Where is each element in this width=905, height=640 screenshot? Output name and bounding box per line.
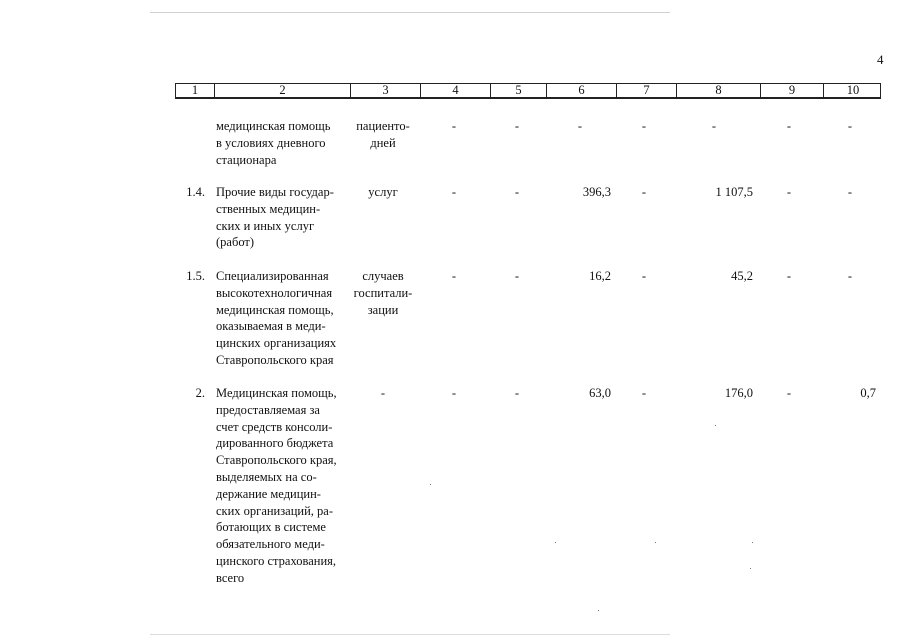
row-unit: пациенто- дней: [356, 119, 410, 150]
cell-c10: -: [847, 269, 853, 283]
cell-c9: -: [786, 269, 792, 283]
row-name: Специализированная высокотехнологичная медицинская помощь, оказываемая в меди- цинских организациях Ставропольского края: [216, 269, 337, 367]
header-cell-10: 10: [823, 84, 882, 97]
cell-c4: -: [451, 386, 457, 400]
scan-speck: [598, 610, 599, 611]
cell-c5: -: [514, 269, 520, 283]
cell-c8: -: [711, 119, 717, 133]
scan-speck: [555, 542, 556, 543]
scan-artifact-top: [150, 12, 670, 13]
cell-c7: -: [641, 269, 647, 283]
cell-c4: -: [451, 119, 457, 133]
header-cell-3: 3: [350, 84, 420, 97]
row-unit: случаев госпитали- зации: [353, 269, 413, 317]
scan-speck: [750, 568, 751, 569]
scan-speck: [655, 542, 656, 543]
header-cell-1: 1: [191, 83, 199, 97]
cell-c6: 396,3: [582, 185, 611, 199]
cell-c10: -: [847, 119, 853, 133]
row-unit: -: [380, 386, 386, 400]
header-cell-7: 7: [616, 84, 676, 97]
row-number: 2.: [195, 386, 205, 400]
cell-c5: -: [514, 386, 520, 400]
cell-c8: 45,2: [731, 269, 753, 283]
cell-c7: -: [641, 386, 647, 400]
cell-c9: -: [786, 119, 792, 133]
cell-c7: -: [641, 119, 647, 133]
cell-c6: 16,2: [589, 269, 611, 283]
header-cell-2: 2: [214, 84, 350, 97]
row-name: медицинская помощь в условиях дневного стационара: [216, 119, 331, 167]
header-cell-5: 5: [490, 84, 546, 97]
row-number: 1.4.: [186, 185, 205, 199]
cell-c5: -: [514, 185, 520, 199]
header-cell-8: 8: [676, 84, 760, 97]
cell-c9: -: [786, 386, 792, 400]
row-name: Медицинская помощь, предоставляемая за счет средств консоли- дированного бюджета Ставропольского края, выделяемых на со- держание медицин- ских организаций, ра- ботающих в системе обязательного меди- цинского страхования, всего: [216, 386, 337, 585]
cell-c9: -: [786, 185, 792, 199]
row-number: 1.5.: [186, 269, 205, 283]
scan-speck: [752, 542, 753, 543]
cell-c5: -: [514, 119, 520, 133]
header-cell-9: 9: [760, 84, 823, 97]
cell-c10: 0,7: [860, 386, 876, 400]
table-header-row: [175, 83, 881, 99]
row-unit: услуг: [368, 185, 398, 199]
cell-c6: -: [577, 119, 583, 133]
cell-c8: 176,0: [724, 386, 753, 400]
header-cell-4: 4: [420, 84, 490, 97]
scan-artifact-bottom: [150, 634, 670, 635]
cell-c4: -: [451, 269, 457, 283]
header-cell-6: 6: [546, 84, 616, 97]
scan-speck: [715, 425, 716, 426]
cell-c8: 1 107,5: [715, 185, 753, 199]
page-number: 4: [877, 52, 884, 67]
cell-c6: 63,0: [589, 386, 611, 400]
scan-speck: [430, 484, 431, 485]
row-name: Прочие виды государ- ственных медицин- ских и иных услуг (работ): [216, 185, 334, 250]
cell-c10: -: [847, 185, 853, 199]
cell-c7: -: [641, 185, 647, 199]
cell-c4: -: [451, 185, 457, 199]
